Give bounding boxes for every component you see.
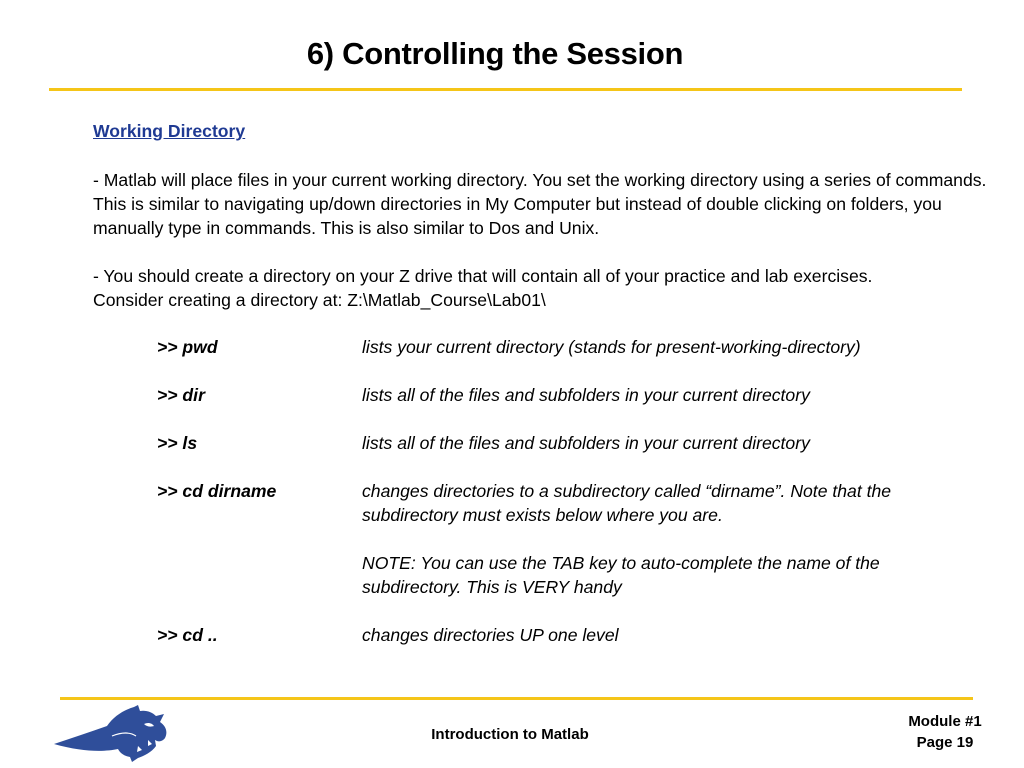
command-description: lists your current directory (stands for present-working-directory) <box>362 337 861 357</box>
command-description: changes directories to a subdirectory called “dirname”. Note that the subdirectory must exists below where you are. <box>362 481 892 525</box>
footer-page-info <box>880 711 1010 753</box>
slide-title: 6) Controlling the Session <box>306 36 684 71</box>
top-divider-bar <box>49 88 962 91</box>
tab-complete-note: NOTE: You can use the TAB key to auto-complete the name of the subdirectory. This is VERY handy <box>362 553 880 597</box>
paragraph-create-directory-line2: Consider creating a directory at: Z:\Matlab_Course\Lab01\ <box>93 290 546 310</box>
top-divider <box>49 88 962 91</box>
command-name: >> ls <box>157 433 198 453</box>
footer-module: Module #1 <box>908 713 982 730</box>
command-name: >> pwd <box>157 337 218 357</box>
command-row-cd-up <box>157 623 997 647</box>
command-row-cd-dirname <box>157 479 997 527</box>
command-description: changes directories UP one level <box>362 625 619 645</box>
bottom-divider-bar <box>60 697 973 700</box>
command-list <box>157 335 997 671</box>
command-name: >> cd dirname <box>157 481 277 501</box>
command-row-pwd <box>157 335 997 359</box>
footer-course-title: Introduction to Matlab <box>431 726 589 743</box>
wildcat-logo-icon <box>52 702 172 764</box>
command-description: lists all of the files and subfolders in your current directory <box>362 385 810 405</box>
section-heading: Working Directory <box>93 121 246 141</box>
command-row-dir <box>157 383 997 407</box>
command-name: >> dir <box>157 385 205 405</box>
paragraph-create-directory <box>93 264 993 312</box>
footer-page-number: Page 19 <box>916 734 974 751</box>
paragraph-working-directory: - Matlab will place files in your current working directory. You set the working directory using a series of commands. This is similar to navigating up/down directories in My Computer but instead of double clicking on folders, you manually type in commands. This is also similar to Dos and Unix. <box>93 170 987 238</box>
note-row <box>157 551 997 599</box>
paragraph-create-directory-line1: - You should create a directory on your Z drive that will contain all of your practice and lab exercises. <box>93 266 873 286</box>
bottom-divider <box>60 697 973 700</box>
wildcat-logo-shape <box>54 705 166 762</box>
command-row-ls <box>157 431 997 455</box>
main-content <box>93 118 993 336</box>
command-description: lists all of the files and subfolders in your current directory <box>362 433 810 453</box>
command-name: >> cd .. <box>157 625 218 645</box>
